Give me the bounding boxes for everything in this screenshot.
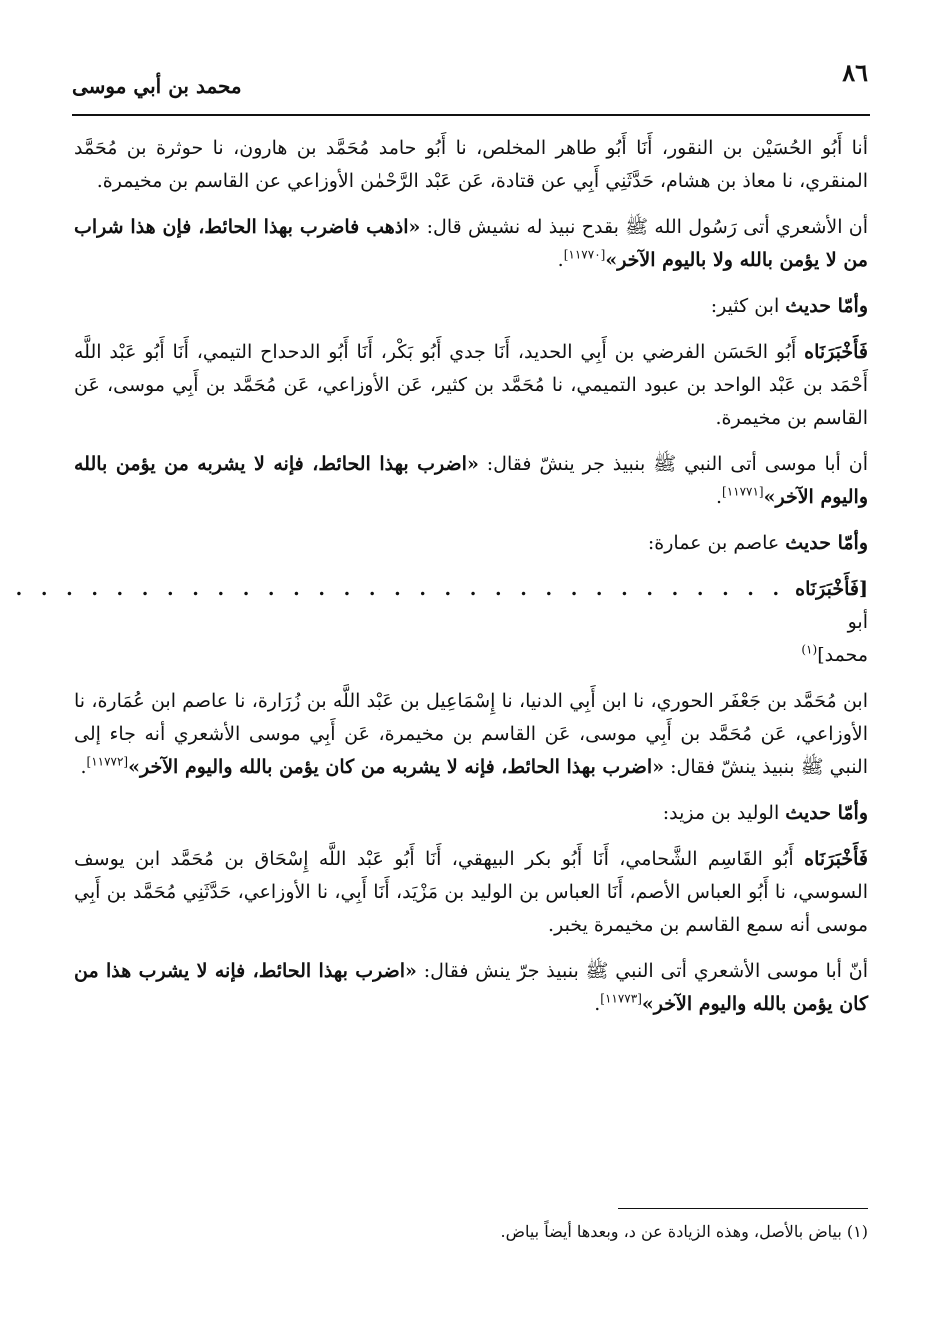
hadith-lead: ابن مُحَمَّد بن جَعْفَر الحوري، نا ابن أَبِي الدنيا، نا إِسْمَاعِيل بن عَبْد اللَّه بن زُرَارة، نا عاصم ابن عُمَارة، نا الأوزاعي، عَن مُحَمَّد بن أَبِي موسى، عَن القاسم بن مخيمرة، عَن أَبِي موسى الأشعري أنه جاء إلى النبي ﷺ بنبيذ ينشّ فقال: [74, 690, 868, 778]
akhbarana-bold: [فَأَخْبَرَنَاه [795, 578, 868, 600]
hadith-ref: [١١٧٧٠] [563, 247, 606, 262]
hadith-paragraph [74, 685, 868, 784]
heading-rest: ابن كثير: [710, 295, 786, 317]
period: . [715, 486, 722, 508]
page-number: ٨٦ [842, 58, 868, 87]
lacuna-line [15, 573, 868, 672]
section-heading [74, 797, 868, 830]
hadith-paragraph [74, 211, 868, 277]
heading-bold: وأمّا حديث [785, 295, 868, 317]
hadith-ref: [١١٧٧٢] [86, 754, 129, 769]
hadith-lead: أن أبا موسى أتى النبي ﷺ بنبيذ جر ينشّ فقال: [478, 453, 868, 475]
hadith-quote: «اذهب فاضرب بهذا الحائط، فإن هذا شراب من لا يؤمن بالله ولا باليوم الآخر» [74, 216, 868, 271]
running-title: محمد بن أبي موسى [72, 74, 242, 98]
period: . [80, 756, 87, 778]
main-text [15, 132, 868, 1034]
hadith-quote: «اضرب بهذا الحائط، فإنه لا يشربه من كان يؤمن بالله واليوم الآخر» [128, 756, 665, 778]
footnote-rule [618, 1208, 868, 1209]
heading-rest: عاصم بن عمارة: [647, 532, 786, 554]
hadith-paragraph [74, 448, 868, 514]
heading-bold: وأمّا حديث [785, 532, 868, 554]
hadith-quote: «اضرب بهذا الحائط، فإنه لا يشربه من يؤمن بالله واليوم الآخر» [74, 453, 868, 508]
section-heading [74, 527, 868, 560]
hadith-ref: [١١٧٧٣] [600, 991, 642, 1006]
isnad-paragraph: أنا أَبُو الحُسَيْن بن النقور، أَنَا أَبُو طاهر المخلص، نا أَبُو حامد مُحَمَّد بن هارون، نا حوثرة بن مُحَمَّد المنقري، نا معاذ بن هشام، حَدَّثَنِي أَبِي عن قتادة، عَن عَبْد الرَّحْمٰن الأوزاعي عن القاسم بن مخيمرة. [74, 137, 868, 192]
footnote-marker: (١) [801, 642, 818, 657]
hadith-paragraph [74, 955, 868, 1021]
isnad-paragraph [74, 843, 868, 942]
header-rule [72, 114, 870, 116]
isnad-text: أَبُو الحَسَن الفرضي بن أَبِي الحديد، أَنَا جدي أَبُو بَكْر، أَنَا أَبُو الدحداح التيمي، أَنَا أَبُو عَبْد اللَّه أَحْمَد بن عَبْد الواحد بن عبود التميمي، نا مُحَمَّد بن كثير، عَن الأوزاعي، عَن مُحَمَّد بن أَبِي موسى، عَن القاسم بن مخيمرة. [74, 341, 868, 429]
period: . [594, 993, 601, 1015]
section-heading [74, 290, 868, 323]
akhbarana-bold: فَأَخْبَرَنَاه [804, 848, 868, 870]
hadith-lead: أنّ أبا موسى الأشعري أتى النبي ﷺ بنبيذ جرّ ينش فقال: [416, 960, 868, 982]
hadith-quote: «اضرب بهذا الحائط، فإنه لا يشرب هذا من كان يؤمن بالله واليوم الآخر» [74, 960, 868, 1015]
lacuna-name: أبو محمد] [817, 611, 868, 666]
dotted-fill: . . . . . . . . . . . . . . . . . . . . . . . . . . . . . . . [15, 578, 786, 600]
footnote [501, 1222, 868, 1241]
akhbarana-bold: فَأَخْبَرَنَاه [804, 341, 868, 363]
hadith-ref: [١١٧٧١] [722, 484, 764, 499]
lacuna-text [795, 573, 868, 672]
isnad-text: أَبُو القَاسِم الشَّحامي، أَنَا أَبُو بكر البيهقي، أَنَا أَبُو عَبْد اللَّه إِسْحَاق بن مُحَمَّد ابن يوسف السوسي، نا أَبُو العباس الأصم، أَنَا العباس بن الوليد بن مَزْيَد، أَنَا أَبِي، نا الأوزاعي، حَدَّثَنِي مُحَمَّد بن أَبِي موسى أنه سمع القاسم بن مخيمرة يخبر. [74, 848, 868, 936]
heading-bold: وأمّا حديث [785, 802, 868, 824]
heading-rest: الوليد بن مزيد: [662, 802, 786, 824]
footnote-text: بياض بالأصل، وهذه الزيادة عن د، وبعدها أيضاً بياض. [500, 1222, 847, 1241]
footnote-marker: (١) [846, 1222, 868, 1241]
period: . [557, 249, 564, 271]
hadith-lead: أن الأشعري أتى رَسُول الله ﷺ بقدح نبيذ له نشيش قال: [420, 216, 868, 238]
isnad-paragraph [74, 336, 868, 435]
